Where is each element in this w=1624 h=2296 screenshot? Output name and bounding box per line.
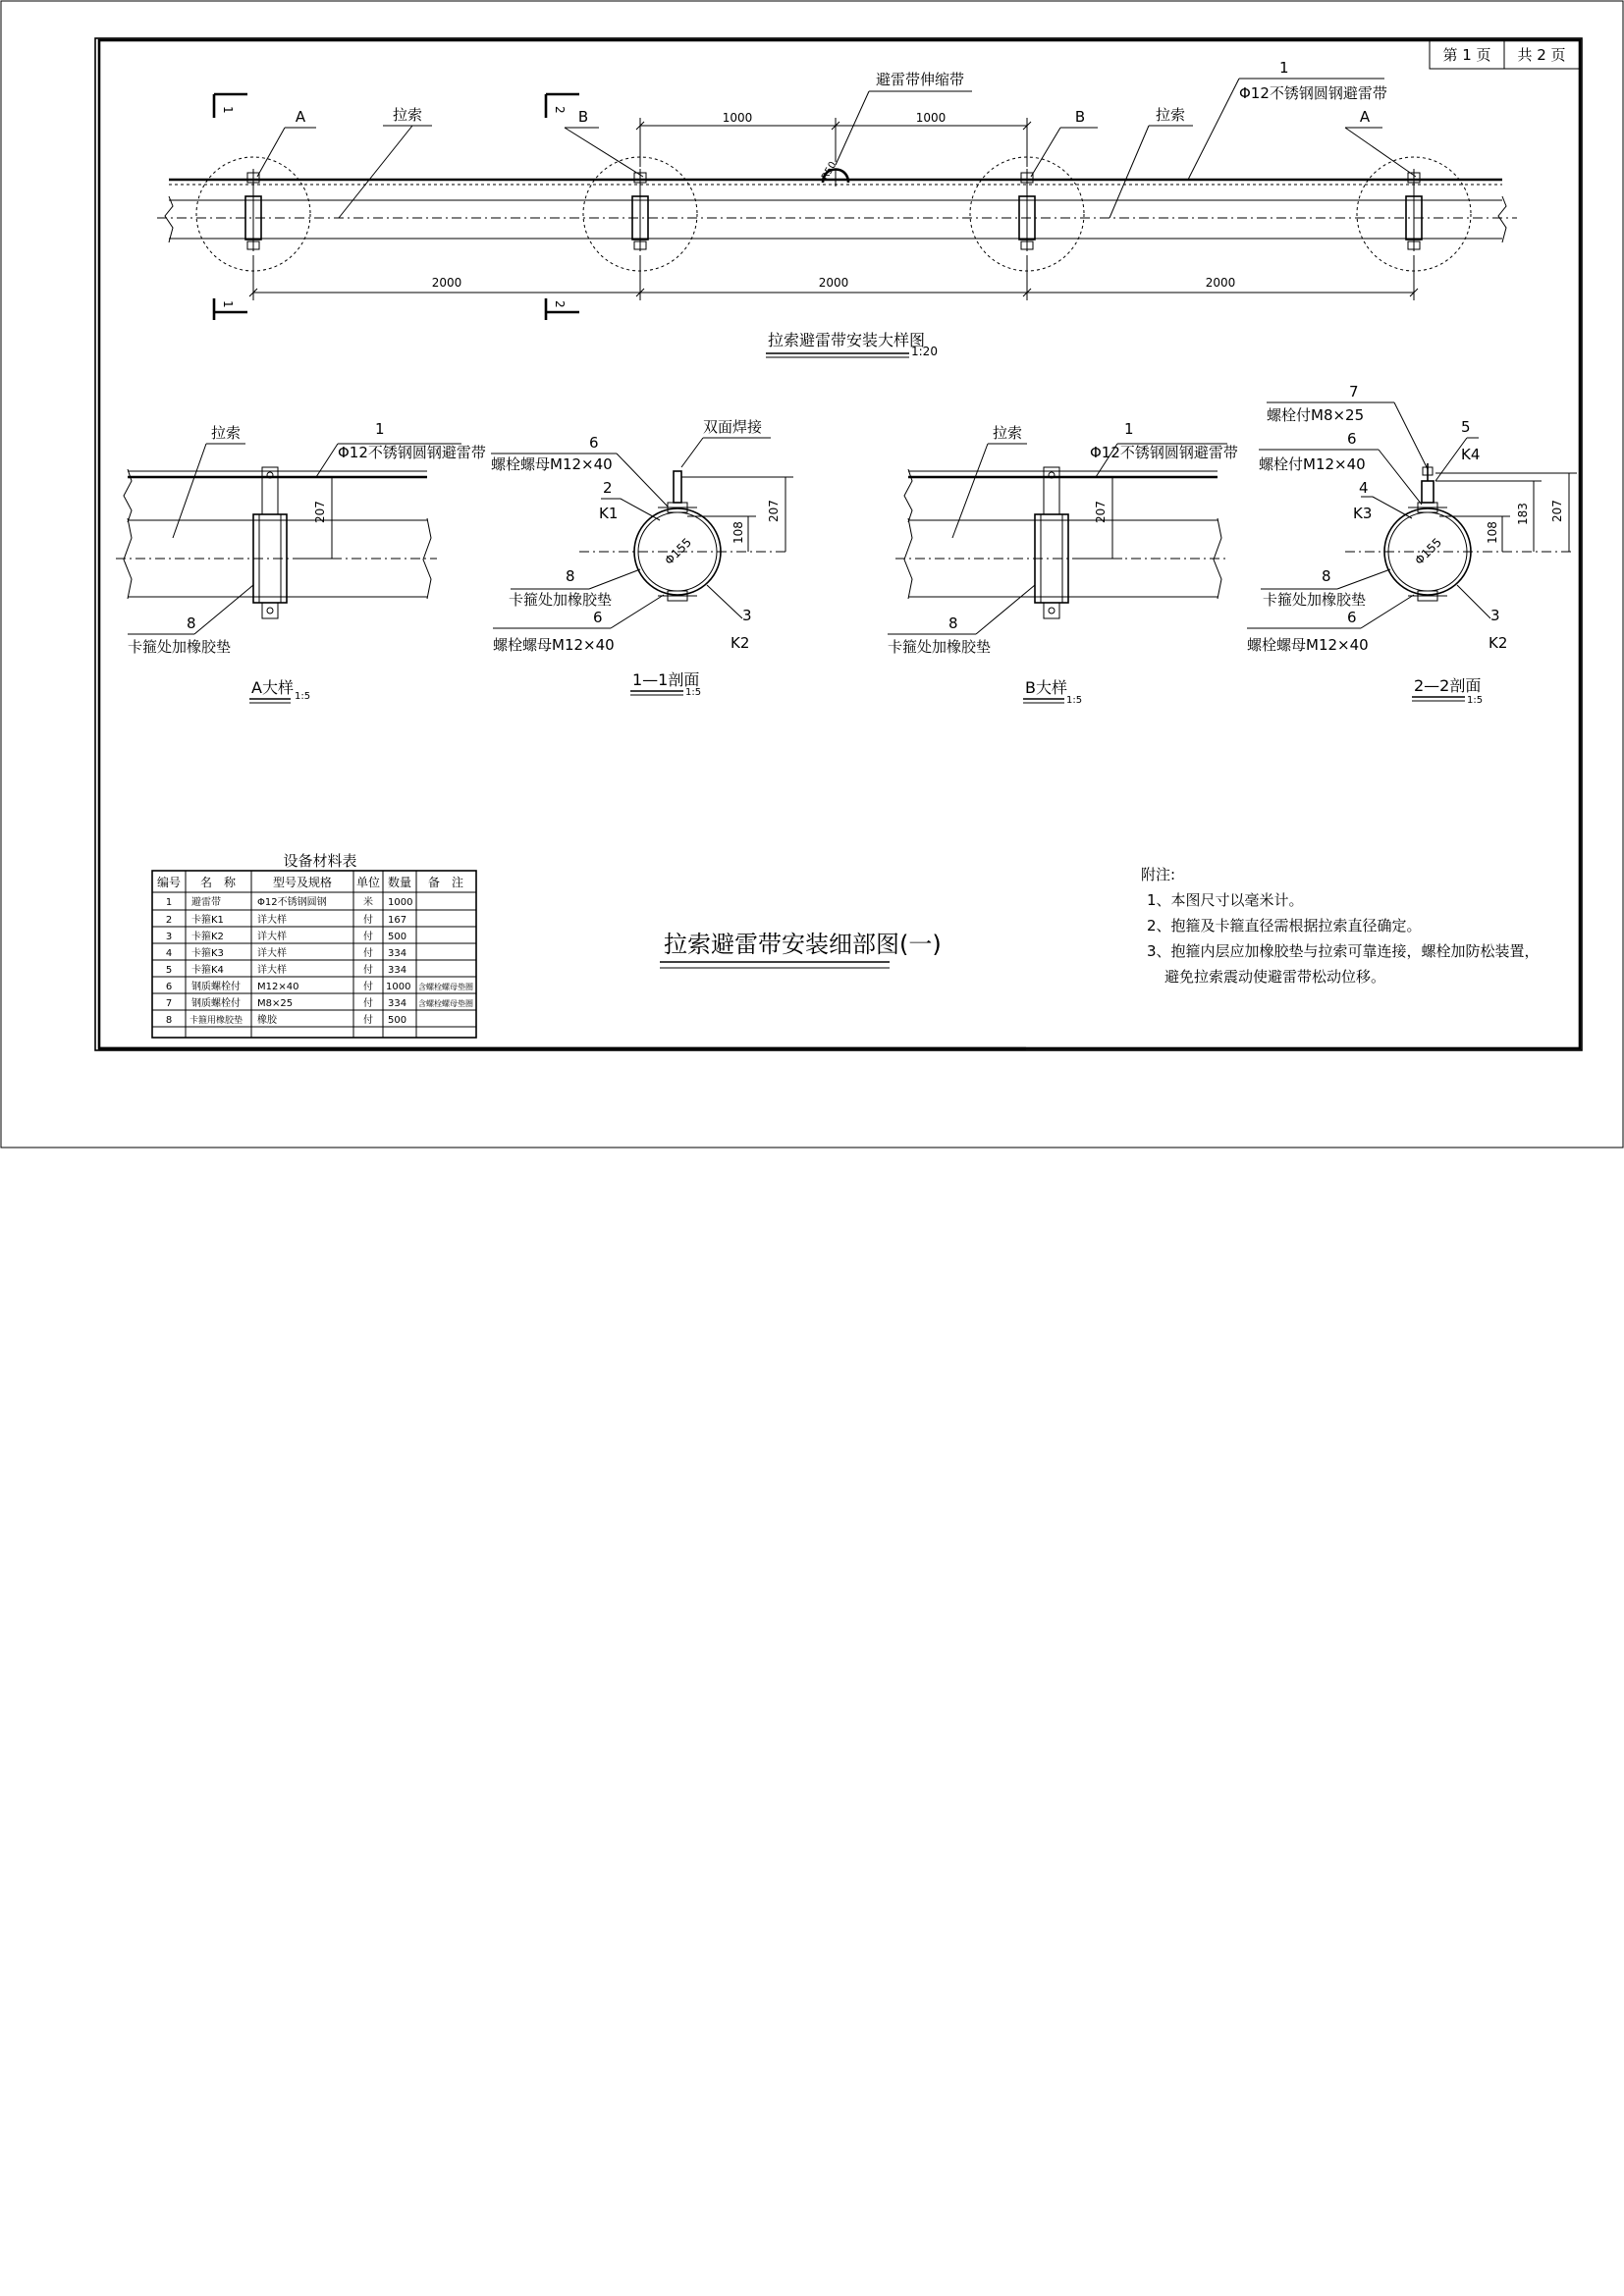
svg-text:付: 付	[363, 965, 373, 976]
svg-text:含螺栓螺母垫圈: 含螺栓螺母垫圈	[418, 983, 473, 991]
svg-text:6: 6	[1347, 430, 1357, 448]
svg-text:避雷带伸缩带: 避雷带伸缩带	[875, 71, 965, 88]
svg-text:5: 5	[165, 965, 173, 976]
svg-text:数量: 数量	[387, 876, 412, 889]
b-rod-label: Φ12不锈钢圆钢避雷带	[1090, 444, 1238, 461]
svg-text:A: A	[295, 108, 306, 126]
svg-text:螺栓螺母M12×40: 螺栓螺母M12×40	[1247, 636, 1369, 654]
svg-text:1: 1	[221, 106, 235, 114]
svg-text:207: 207	[767, 500, 781, 522]
svg-text:2: 2	[603, 479, 613, 497]
bottom-dimensions	[249, 255, 1418, 300]
table-row	[166, 963, 406, 976]
section-mark-2-bottom	[546, 298, 579, 320]
svg-text:3: 3	[165, 932, 173, 942]
svg-text:2—2剖面: 2—2剖面	[1414, 676, 1482, 695]
svg-text:8: 8	[566, 567, 575, 585]
svg-text:详大样: 详大样	[257, 915, 287, 926]
weld-label: 双面焊接	[703, 418, 763, 436]
notes-heading: 附注:	[1141, 866, 1176, 883]
svg-text:1000: 1000	[386, 982, 411, 992]
svg-text:付: 付	[363, 948, 373, 959]
svg-text:A大样: A大样	[251, 678, 294, 697]
svg-text:付: 付	[363, 932, 373, 942]
svg-text:207: 207	[313, 501, 327, 523]
page-number: 第 1 页	[1442, 46, 1491, 64]
table-row	[166, 996, 473, 1009]
svg-text:M8×25: M8×25	[257, 998, 294, 1009]
section-2-2	[1247, 383, 1577, 706]
svg-text:8: 8	[948, 614, 958, 632]
section-1-1	[491, 418, 793, 698]
detail-b	[888, 420, 1238, 706]
cable-label-right	[1110, 106, 1193, 218]
svg-text:Φ12不锈钢圆钢避雷带: Φ12不锈钢圆钢避雷带	[1239, 84, 1387, 102]
svg-text:500: 500	[388, 1015, 407, 1026]
svg-text:2000: 2000	[818, 276, 849, 290]
svg-text:螺栓付M8×25: 螺栓付M8×25	[1267, 406, 1365, 424]
svg-text:1000: 1000	[915, 111, 947, 125]
svg-text:螺栓付M12×40: 螺栓付M12×40	[1259, 455, 1366, 473]
clamp-label-b-right	[1031, 108, 1098, 177]
svg-text:拉索: 拉索	[392, 106, 423, 124]
table-row	[166, 930, 406, 942]
svg-text:108: 108	[731, 521, 745, 544]
svg-text:避雷带: 避雷带	[191, 897, 221, 908]
svg-text:型号及规格: 型号及规格	[272, 876, 333, 889]
note-1: 1、本图尺寸以毫米计。	[1147, 891, 1304, 909]
plan-title	[766, 331, 938, 358]
svg-text:1: 1	[221, 300, 235, 308]
note-2: 2、抱箍及卡箍直径需根据拉索直径确定。	[1147, 917, 1422, 934]
svg-text:167: 167	[388, 915, 407, 926]
table-row	[166, 895, 413, 908]
svg-text:4: 4	[165, 948, 173, 959]
detail-a	[116, 420, 486, 703]
drawing-title: 拉索避雷带安装细部图(一)	[664, 931, 942, 958]
svg-text:5: 5	[1461, 418, 1471, 436]
svg-text:单位: 单位	[355, 876, 381, 889]
svg-text:6: 6	[593, 609, 603, 626]
notes	[1141, 866, 1540, 986]
clamp-label-a-left	[257, 108, 316, 177]
svg-text:拉索避雷带安装大样图: 拉索避雷带安装大样图	[768, 331, 926, 349]
svg-text:A: A	[1359, 108, 1371, 126]
svg-text:1: 1	[165, 897, 173, 908]
svg-text:1: 1	[375, 420, 385, 438]
svg-text:付: 付	[363, 982, 373, 992]
svg-text:2: 2	[165, 915, 173, 926]
a-cable-label: 拉索	[210, 424, 242, 442]
svg-text:拉索: 拉索	[1155, 106, 1186, 124]
svg-text:207: 207	[1094, 501, 1108, 523]
svg-text:螺栓螺母M12×40: 螺栓螺母M12×40	[493, 636, 615, 654]
section-mark-1-top	[214, 94, 247, 118]
svg-text:1—1剖面: 1—1剖面	[632, 670, 700, 689]
clamp-b-right	[970, 157, 1084, 271]
svg-text:详大样: 详大样	[257, 932, 287, 942]
svg-text:Φ155: Φ155	[662, 535, 695, 568]
svg-text:K2: K2	[731, 634, 750, 652]
svg-text:Φ12不锈钢圆钢: Φ12不锈钢圆钢	[257, 897, 327, 908]
svg-text:钢质螺栓付: 钢质螺栓付	[191, 982, 241, 992]
clamp-b-left	[583, 157, 697, 271]
svg-text:8: 8	[165, 1015, 173, 1026]
note-3-cont: 避免拉索震动使避雷带松动位移。	[1164, 968, 1386, 986]
svg-text:3: 3	[1490, 607, 1500, 624]
svg-text:1:5: 1:5	[1066, 695, 1083, 706]
svg-text:3: 3	[742, 607, 752, 624]
svg-text:M12×40: M12×40	[257, 982, 299, 992]
svg-text:2: 2	[553, 106, 567, 114]
svg-text:K2: K2	[1489, 634, 1508, 652]
table-title: 设备材料表	[283, 852, 357, 870]
weld-plate	[674, 471, 681, 503]
svg-text:付: 付	[363, 1015, 373, 1026]
svg-text:6: 6	[1347, 609, 1357, 626]
svg-text:2: 2	[553, 300, 567, 308]
svg-text:7: 7	[165, 998, 173, 1009]
svg-text:8: 8	[187, 614, 196, 632]
svg-text:付: 付	[363, 998, 373, 1009]
svg-text:卡箍K4: 卡箍K4	[191, 965, 224, 976]
svg-text:含螺栓螺母垫圈: 含螺栓螺母垫圈	[418, 999, 473, 1008]
svg-text:米: 米	[363, 897, 373, 908]
expansion-joint-label	[836, 71, 972, 165]
svg-text:2000: 2000	[1205, 276, 1236, 290]
svg-text:K3: K3	[1353, 505, 1373, 522]
svg-text:钢质螺栓付: 钢质螺栓付	[191, 998, 241, 1009]
svg-text:500: 500	[388, 932, 407, 942]
svg-text:K4: K4	[1461, 446, 1481, 463]
svg-text:详大样: 详大样	[257, 948, 287, 959]
svg-text:卡箍处加橡胶垫: 卡箍处加橡胶垫	[1263, 591, 1367, 609]
cable-label-left	[339, 106, 432, 218]
table-row	[166, 1013, 406, 1026]
svg-text:7: 7	[1349, 383, 1359, 400]
clamp-label-b-left	[565, 108, 643, 177]
svg-text:卡箍处加橡胶垫: 卡箍处加橡胶垫	[509, 591, 613, 609]
section-mark-1-bottom	[214, 298, 247, 320]
table-row	[166, 913, 406, 926]
svg-text:详大样: 详大样	[257, 965, 287, 976]
svg-text:8: 8	[1322, 567, 1331, 585]
svg-text:6: 6	[589, 434, 599, 452]
svg-text:1: 1	[1279, 59, 1289, 77]
svg-text:螺栓螺母M12×40: 螺栓螺母M12×40	[491, 455, 613, 473]
plan-view	[157, 59, 1517, 358]
section-mark-2-top	[546, 94, 579, 118]
svg-text:207: 207	[1550, 500, 1564, 522]
svg-text:1: 1	[1124, 420, 1134, 438]
rod-label	[1188, 59, 1387, 180]
top-dimensions	[636, 111, 1031, 167]
svg-text:6: 6	[165, 982, 173, 992]
svg-text:2000: 2000	[431, 276, 462, 290]
b-cable-label: 拉索	[992, 424, 1023, 442]
svg-text:1000: 1000	[722, 111, 753, 125]
clamp-label-a-right	[1345, 108, 1416, 177]
svg-text:1:20: 1:20	[911, 345, 938, 358]
a-pad-label: 卡箍处加橡胶垫	[128, 638, 232, 656]
svg-text:卡箍K1: 卡箍K1	[191, 915, 224, 926]
material-table	[152, 852, 476, 1038]
svg-text:Φ155: Φ155	[1412, 535, 1445, 568]
svg-text:备 注: 备 注	[427, 876, 464, 889]
svg-text:1000: 1000	[388, 897, 413, 908]
svg-text:1:5: 1:5	[1467, 695, 1484, 706]
a-rod-label: Φ12不锈钢圆钢避雷带	[338, 444, 486, 461]
note-3: 3、抱箍内层应加橡胶垫与拉索可靠连接，螺栓加防松装置，	[1147, 942, 1540, 960]
page-total: 共 2 页	[1517, 46, 1566, 64]
svg-text:334: 334	[388, 998, 407, 1009]
table-row	[166, 946, 406, 959]
svg-text:R50: R50	[820, 159, 839, 183]
svg-text:B: B	[1074, 108, 1086, 126]
svg-text:橡胶: 橡胶	[257, 1015, 277, 1026]
clamp-a-right	[1357, 157, 1471, 271]
table-row	[166, 980, 473, 992]
b-pad-label: 卡箍处加橡胶垫	[888, 638, 992, 656]
svg-text:B大样: B大样	[1025, 678, 1067, 697]
svg-text:183: 183	[1516, 503, 1530, 525]
svg-text:卡箍用橡胶垫: 卡箍用橡胶垫	[189, 1016, 244, 1026]
svg-text:334: 334	[388, 965, 407, 976]
svg-text:K1: K1	[599, 505, 619, 522]
svg-text:1:5: 1:5	[295, 691, 311, 702]
svg-text:4: 4	[1359, 479, 1369, 497]
svg-text:108: 108	[1486, 521, 1499, 544]
drawing-title-block	[660, 931, 942, 968]
svg-text:编号: 编号	[156, 876, 182, 889]
svg-text:B: B	[577, 108, 589, 126]
svg-text:334: 334	[388, 948, 407, 959]
svg-text:1:5: 1:5	[685, 687, 702, 698]
svg-text:卡箍K3: 卡箍K3	[191, 948, 224, 959]
svg-text:付: 付	[363, 915, 373, 926]
table-header	[157, 875, 463, 889]
page-number-box	[1430, 40, 1580, 69]
svg-text:名 称: 名 称	[199, 876, 237, 889]
svg-text:卡箍K2: 卡箍K2	[191, 932, 224, 942]
clamp-a-left	[196, 157, 310, 271]
